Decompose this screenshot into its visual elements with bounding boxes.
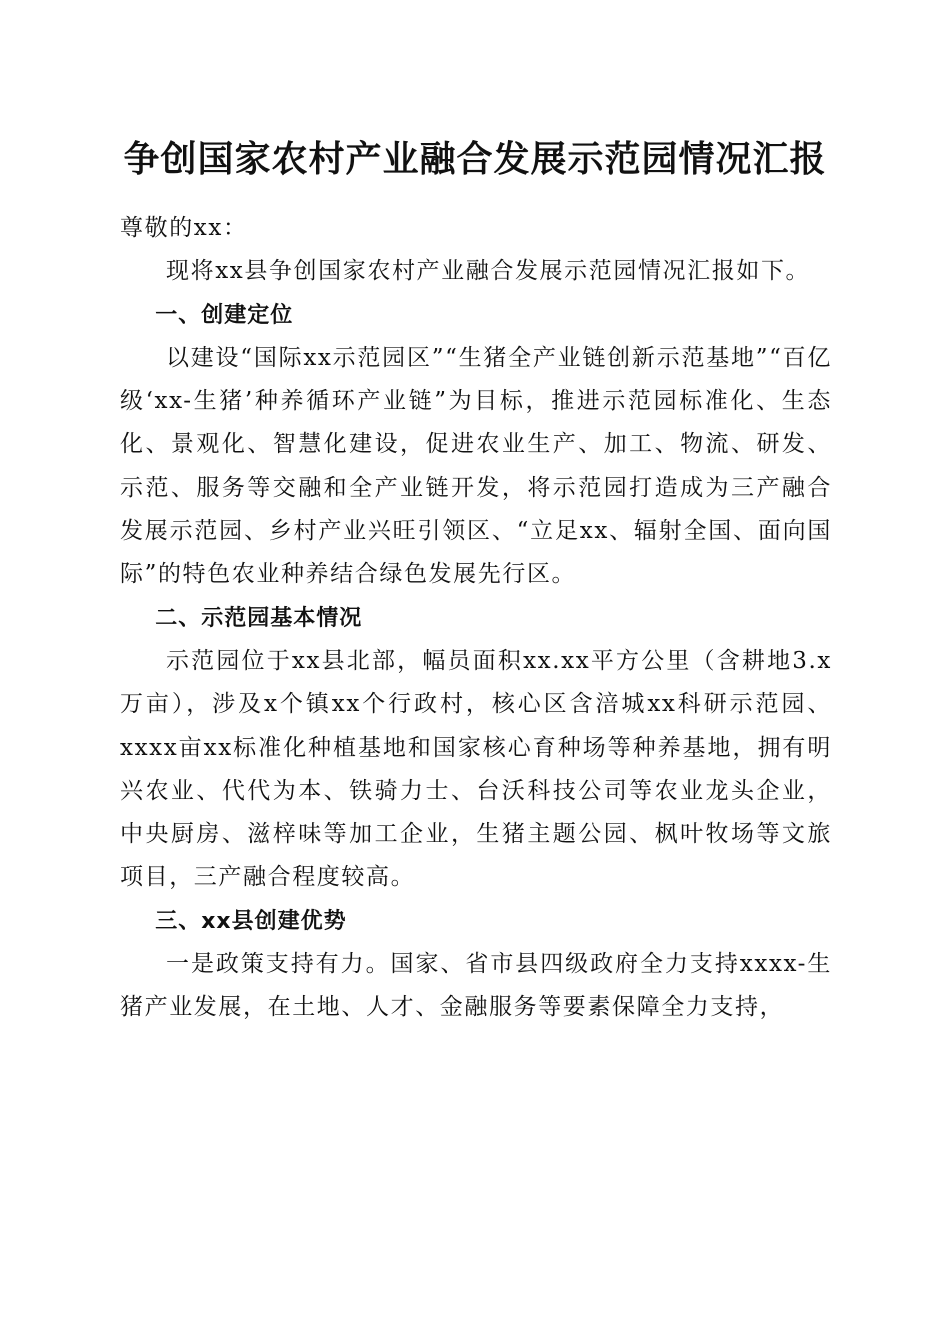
section-paragraph-basic-info: 示范园位于xx县北部，幅员面积xx.xx平方公里（含耕地3.x万亩），涉及x个镇xx个行政村，核心区含涪城xx科研示范园、xxxx亩xx标准化种植基地和国家核心育种场等种养基地，拥有明兴农业、代代为本、铁骑力士、台沃科技公司等农业龙头企业，中央厨房、滋梓味等加工企业，生猪主题公园、枫叶牧场等文旅项目，三产融合程度较高。 — [120, 647, 832, 891]
section-heading-advantages: 三、xx县创建优势 — [155, 908, 347, 934]
section-paragraph-advantages: 一是政策支持有力。国家、省市县四级政府全力支持xxxx-生猪产业发展，在土地、人才、金融服务等要素保障全力支持， — [120, 951, 832, 1021]
document-title: 争创国家农村产业融合发展示范园情况汇报 — [123, 138, 827, 180]
section-paragraph-positioning: 以建设“国际xx示范园区”“生猪全产业链创新示范基地”“百亿级‘xx-生猪’种养循环产业链”为目标，推进示范园标准化、生态化、景观化、智慧化建设，促进农业生产、加工、物流、研发、示范、服务等交融和全产业链开发，将示范园打造成为三产融合发展示范园、乡村产业兴旺引领区、“立足xx、辐射全国、面向国际”的特色农业种养结合绿色发展先行区。 — [120, 344, 832, 588]
intro-paragraph: 现将xx县争创国家农村产业融合发展示范园情况汇报如下。 — [166, 258, 811, 285]
salutation: 尊敬的xx： — [120, 215, 248, 241]
document-body — [120, 207, 832, 1030]
section-heading-positioning: 一、创建定位 — [155, 302, 294, 328]
section-heading-basic-info: 二、示范园基本情况 — [155, 605, 363, 631]
